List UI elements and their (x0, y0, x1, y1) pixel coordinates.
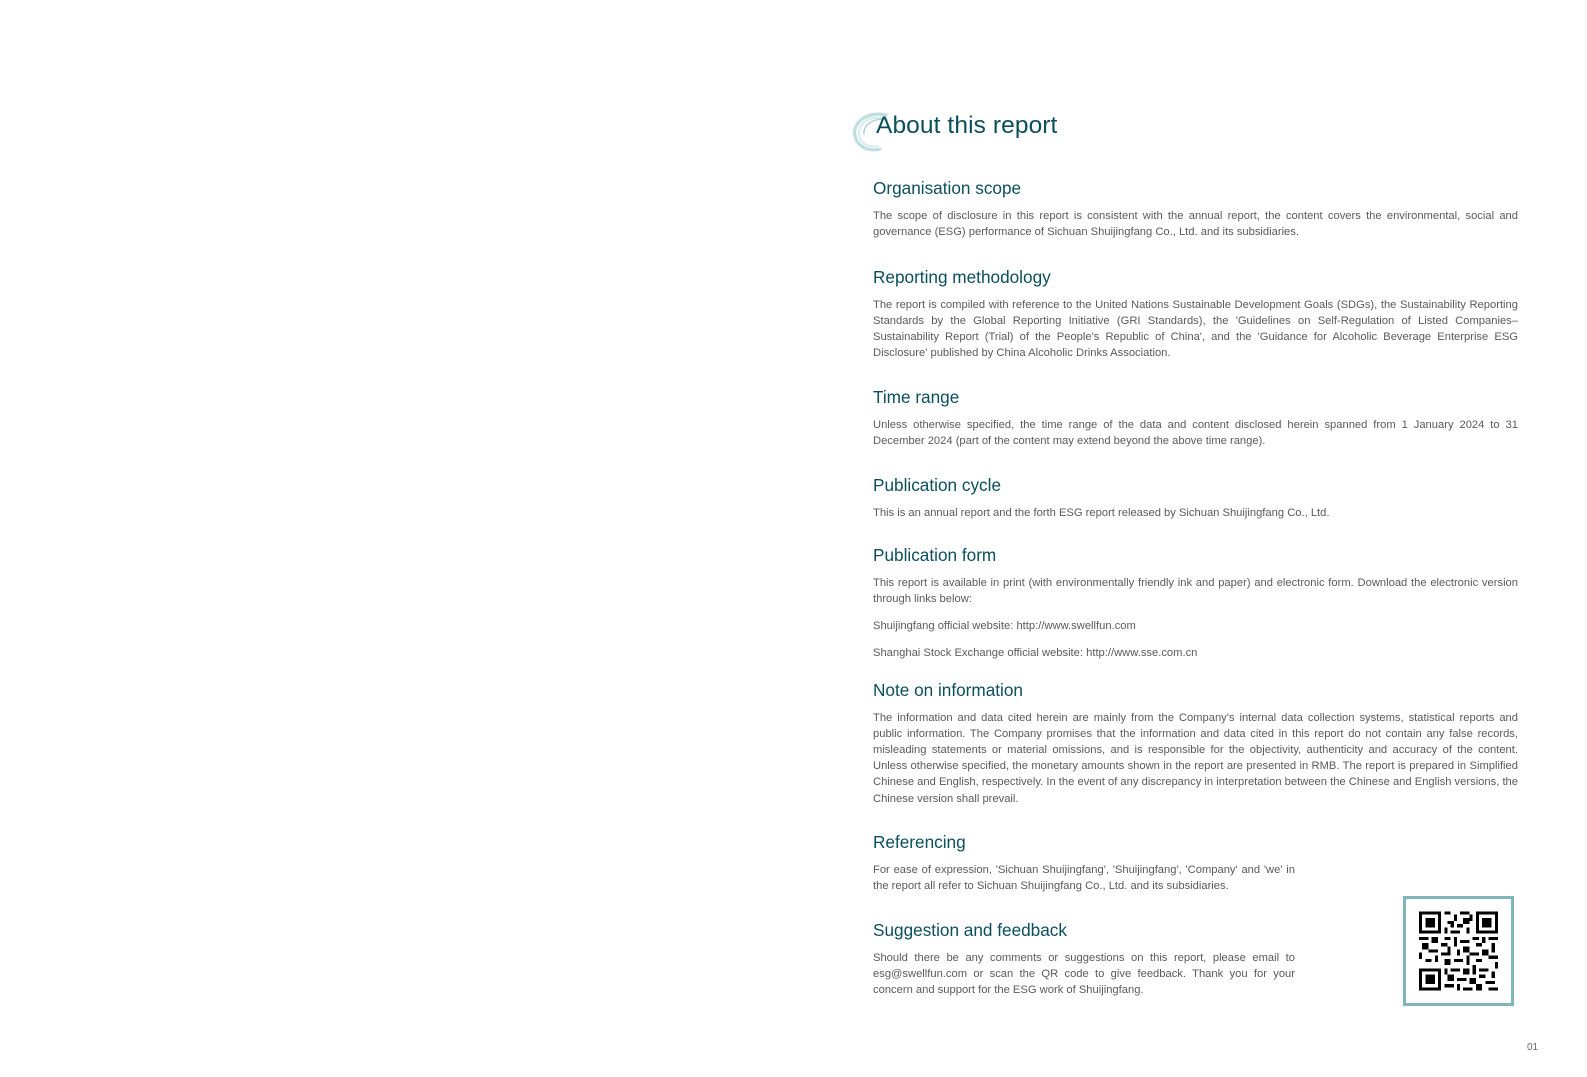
section-heading: Time range (873, 386, 960, 407)
report-content (873, 177, 1518, 998)
section-referencing (873, 831, 1518, 894)
page-title-block (862, 104, 1182, 156)
section-paragraph: For ease of expression, 'Sichuan Shuijingfang', 'Shuijingfang', 'Company' and 'we' in the report all refer to Sichuan Shuijingfang Co., Ltd. and its subsidiaries. (873, 863, 1295, 892)
page-title: About this report (876, 112, 1058, 139)
feedback-qr-frame (1403, 896, 1514, 1006)
section-paragraph: This report is available in print (with environmentally friendly ink and paper) and electronic form. Download the electronic version through links below: (873, 576, 1518, 605)
section-heading: Suggestion and feedback (873, 919, 1067, 940)
section-reporting-methodology (873, 266, 1518, 361)
section-heading: Publication cycle (873, 474, 1002, 495)
section-heading: Note on information (873, 680, 1023, 701)
stock-exchange-link[interactable]: Shanghai Stock Exchange official website: http://www.sse.com.cn (873, 647, 1198, 660)
page-number: 01 (1527, 1042, 1539, 1053)
section-paragraph: The information and data cited herein are mainly from the Company's internal data collection systems, statistical reports and public information. The Company promises that the information and data cited in this report do not contain any false records, misleading statements or material omissions, and is responsible for the objectivity, authenticity and accuracy of the content. Unless otherwise specified, the monetary amounts shown in the report are presented in RMB. The report is prepared in Simplified Chinese and English, respectively. In the event of any discrepancy in interpretation between the Chinese and English versions, the Chinese version shall prevail. (873, 712, 1518, 805)
section-heading: Publication form (873, 544, 997, 565)
section-paragraph: This is an annual report and the forth ESG report released by Sichuan Shuijingfang Co., Ltd. (873, 506, 1330, 519)
section-paragraph: Should there be any comments or suggestions on this report, please email to esg@swellfun.com or scan the QR code to give feedback. Thank you for your concern and support for the ESG work of Shuijingfang. (873, 951, 1295, 996)
qr-code-icon[interactable] (1419, 911, 1498, 991)
section-paragraph: The scope of disclosure in this report is consistent with the annual report, the content covers the environmental, social and governance (ESG) performance of Sichuan Shuijingfang Co., Ltd. and its subsidiaries. (873, 210, 1518, 239)
section-heading: Referencing (873, 831, 966, 852)
section-time-range (873, 386, 1518, 449)
official-website-link[interactable]: Shuijingfang official website: http://www.swellfun.com (873, 620, 1136, 633)
section-note-on-information (873, 679, 1518, 807)
section-heading: Reporting methodology (873, 267, 1051, 288)
section-publication-form (873, 544, 1518, 661)
section-organisation-scope (873, 177, 1518, 240)
section-publication-cycle (873, 474, 1518, 521)
section-heading: Organisation scope (873, 178, 1022, 198)
section-paragraph: The report is compiled with reference to the United Nations Sustainable Development Goals (SDGs), the Sustainability Reporting Standards by the Global Reporting Initiative (GRI Standards), the 'Guidelines on Self-Regulation of Listed Companies–Sustainability Report (Trial) of the People's Republic of China', and the 'Guidance for Alcoholic Beverage Enterprise ESG Disclosure' published by China Alcoholic Drinks Association. (873, 299, 1518, 360)
section-paragraph: Unless otherwise specified, the time range of the data and content disclosed herein spanned from 1 January 2024 to 31 December 2024 (part of the content may extend beyond the above time range). (873, 418, 1518, 447)
